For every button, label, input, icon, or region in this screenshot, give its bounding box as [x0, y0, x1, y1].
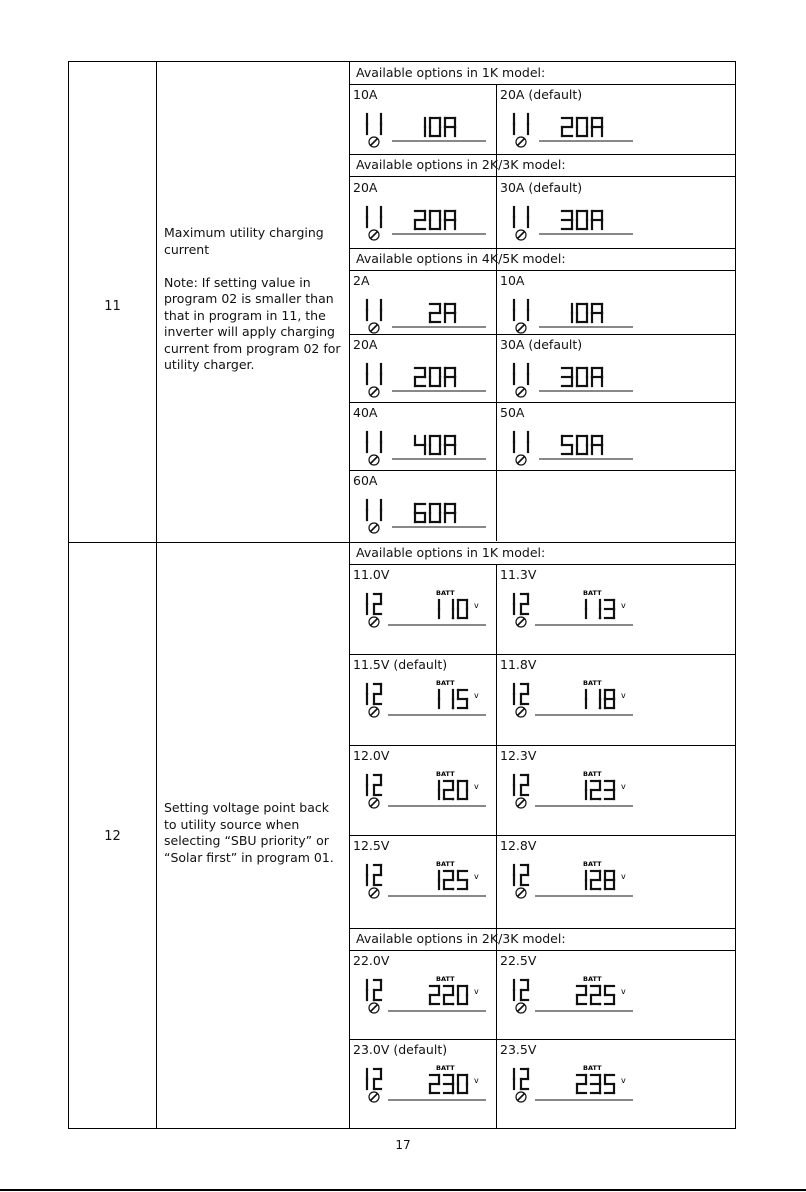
option-cell	[497, 745, 643, 833]
value-digit	[605, 600, 614, 618]
desc-line: to utility source when	[164, 816, 300, 832]
decimal-point	[599, 798, 602, 801]
column-divider	[156, 62, 157, 1128]
option-label: 22.5V	[500, 953, 537, 968]
wrench-icon	[516, 455, 526, 465]
option-cell	[350, 950, 496, 1038]
desc-line: current from program 02 for	[164, 340, 341, 356]
value-digit	[445, 304, 455, 322]
batt-label: BATT	[583, 679, 602, 687]
value-digit	[591, 871, 600, 889]
unit-label: v	[474, 1076, 479, 1085]
value-digit	[415, 211, 425, 229]
option-cell	[497, 654, 643, 742]
options-header: Available options in 2K/3K model:	[356, 931, 566, 946]
value-digit	[562, 368, 572, 386]
option-label: 11.8V	[500, 657, 537, 672]
program-digit	[374, 775, 381, 795]
desc-line: Note: If setting value in	[164, 274, 311, 290]
lcd-display	[497, 859, 643, 919]
page-number: 17	[395, 1138, 411, 1152]
option-cell	[497, 835, 643, 923]
desc-line: “Solar first” in program 01.	[164, 849, 334, 865]
value-digit	[415, 436, 425, 454]
lcd-display	[350, 769, 496, 829]
option-label: 11.3V	[500, 567, 537, 582]
option-label: 20A	[353, 180, 378, 195]
decimal-point	[452, 1003, 455, 1006]
value-digit	[458, 600, 467, 618]
desc-line: current	[164, 241, 210, 257]
lcd-display	[497, 1063, 643, 1123]
unit-label: v	[474, 782, 479, 791]
program-digit	[374, 594, 381, 614]
program-digit	[521, 594, 528, 614]
wrench-icon	[516, 387, 526, 397]
settings-table	[68, 61, 736, 1129]
option-cell	[497, 402, 643, 490]
options-header: Available options in 1K model:	[356, 65, 546, 80]
wrench-icon	[369, 137, 379, 147]
value-digit	[577, 436, 587, 454]
batt-label: BATT	[583, 1064, 602, 1072]
wrench-icon	[369, 387, 379, 397]
wrench-icon	[369, 323, 379, 333]
decimal-point	[599, 707, 602, 710]
options-header: Available options in 1K model:	[356, 545, 546, 560]
lcd-display	[497, 974, 643, 1034]
wrench-icon	[516, 1092, 526, 1102]
option-label: 23.5V	[500, 1042, 537, 1057]
value-digit	[430, 368, 440, 386]
value-digit	[445, 211, 455, 229]
program-digit	[521, 684, 528, 704]
desc-line: Maximum utility charging	[164, 225, 324, 240]
bottom-rule	[0, 1189, 806, 1191]
option-label: 10A	[500, 273, 525, 288]
value-digit	[430, 118, 440, 136]
value-digit	[458, 871, 467, 889]
batt-label: BATT	[436, 679, 455, 687]
batt-label: BATT	[436, 770, 455, 778]
lcd-display	[350, 678, 496, 738]
unit-label: v	[621, 691, 626, 700]
program-digit	[374, 865, 381, 885]
decimal-point	[599, 617, 602, 620]
value-digit	[577, 304, 587, 322]
option-label: 20A	[353, 337, 378, 352]
batt-label: BATT	[436, 860, 455, 868]
program-digit	[521, 775, 528, 795]
program-digit	[521, 980, 528, 1000]
value-digit	[605, 781, 614, 799]
value-digit	[430, 304, 440, 322]
desc-line: that in program in 11, the	[164, 307, 326, 323]
unit-label: v	[621, 1076, 626, 1085]
program-digit	[374, 980, 381, 1000]
option-label: 11.5V (default)	[353, 657, 448, 672]
lcd-display	[497, 678, 643, 738]
value-digit	[562, 436, 572, 454]
decimal-point	[599, 888, 602, 891]
batt-label: BATT	[583, 860, 602, 868]
option-cell	[350, 564, 496, 652]
option-cell	[497, 1039, 643, 1127]
wrench-icon	[369, 455, 379, 465]
options-header: Available options in 2K/3K model:	[356, 157, 566, 172]
option-cell	[350, 1039, 496, 1127]
unit-label: v	[621, 601, 626, 610]
value-digit	[430, 986, 439, 1004]
option-label: 60A	[353, 473, 378, 488]
lcd-display	[497, 426, 643, 486]
value-digit	[415, 504, 425, 522]
wrench-icon	[516, 1003, 526, 1013]
desc-line: utility charger.	[164, 357, 255, 372]
value-digit	[415, 368, 425, 386]
option-cell	[350, 654, 496, 742]
program-description	[164, 225, 344, 374]
value-digit	[577, 118, 587, 136]
option-label: 20A (default)	[500, 87, 583, 102]
value-digit	[592, 211, 602, 229]
wrench-icon	[516, 798, 526, 808]
value-digit	[430, 1075, 439, 1093]
option-label: 2A	[353, 273, 370, 288]
group-divider	[349, 928, 735, 929]
option-label: 30A (default)	[500, 180, 583, 195]
wrench-icon	[516, 617, 526, 627]
wrench-icon	[369, 707, 379, 717]
unit-label: v	[474, 872, 479, 881]
batt-label: BATT	[436, 975, 455, 983]
value-digit	[444, 986, 453, 1004]
decimal-point	[452, 707, 455, 710]
option-label: 12.3V	[500, 748, 537, 763]
value-digit	[458, 1075, 467, 1093]
option-label: 40A	[353, 405, 378, 420]
value-digit	[430, 211, 440, 229]
value-digit	[430, 504, 440, 522]
program-number: 12	[104, 829, 121, 844]
value-digit	[605, 986, 614, 1004]
value-digit	[430, 436, 440, 454]
lcd-display	[350, 588, 496, 648]
decimal-point	[452, 617, 455, 620]
option-label: 50A	[500, 405, 525, 420]
value-digit	[591, 781, 600, 799]
program-description	[164, 800, 344, 866]
options-header: Available options in 4K/5K model:	[356, 251, 566, 266]
program-number: 11	[104, 299, 121, 314]
value-digit	[605, 1075, 614, 1093]
program-digit	[521, 865, 528, 885]
value-digit	[592, 368, 602, 386]
desc-line: inverter will apply charging	[164, 324, 335, 339]
program-digit	[374, 684, 381, 704]
value-digit	[458, 986, 467, 1004]
batt-label: BATT	[583, 589, 602, 597]
option-label: 12.8V	[500, 838, 537, 853]
wrench-icon	[369, 230, 379, 240]
value-digit	[591, 986, 600, 1004]
value-digit	[458, 690, 467, 708]
wrench-icon	[516, 137, 526, 147]
value-digit	[592, 118, 602, 136]
option-label: 22.0V	[353, 953, 390, 968]
wrench-icon	[369, 1003, 379, 1013]
unit-label: v	[621, 987, 626, 996]
lcd-display	[350, 859, 496, 919]
option-label: 23.0V (default)	[353, 1042, 448, 1057]
value-digit	[445, 436, 455, 454]
desc-line: Setting voltage point back	[164, 800, 329, 815]
value-digit	[562, 118, 572, 136]
value-digit	[458, 781, 467, 799]
group-divider	[349, 154, 735, 155]
program-digit	[374, 1069, 381, 1089]
value-digit	[592, 304, 602, 322]
value-digit	[562, 211, 572, 229]
wrench-icon	[516, 707, 526, 717]
batt-label: BATT	[583, 770, 602, 778]
value-digit	[577, 211, 587, 229]
desc-line	[164, 258, 344, 275]
desc-line: program 02 is smaller than	[164, 291, 334, 306]
desc-line: selecting “SBU priority” or	[164, 833, 329, 848]
option-divider	[349, 470, 735, 471]
option-cell	[350, 835, 496, 923]
wrench-icon	[516, 230, 526, 240]
value-digit	[444, 1075, 453, 1093]
value-digit	[577, 1075, 586, 1093]
lcd-display	[497, 769, 643, 829]
value-digit	[592, 436, 602, 454]
value-digit	[445, 504, 455, 522]
value-digit	[445, 368, 455, 386]
decimal-point	[599, 1092, 602, 1095]
value-digit	[605, 871, 614, 889]
option-label: 11.0V	[353, 567, 390, 582]
decimal-point	[452, 1092, 455, 1095]
wrench-icon	[369, 798, 379, 808]
unit-label: v	[474, 601, 479, 610]
unit-label: v	[474, 691, 479, 700]
unit-label: v	[621, 872, 626, 881]
batt-label: BATT	[436, 1064, 455, 1072]
option-cell	[350, 745, 496, 833]
decimal-point	[452, 888, 455, 891]
wrench-icon	[369, 888, 379, 898]
program-digit	[521, 1069, 528, 1089]
wrench-icon	[369, 523, 379, 533]
wrench-icon	[369, 617, 379, 627]
value-digit	[591, 1075, 600, 1093]
option-cell	[497, 564, 643, 652]
decimal-point	[599, 1003, 602, 1006]
wrench-icon	[516, 888, 526, 898]
batt-label: BATT	[436, 589, 455, 597]
value-digit	[577, 368, 587, 386]
group-divider	[349, 248, 735, 249]
wrench-icon	[516, 323, 526, 333]
batt-label: BATT	[583, 975, 602, 983]
value-digit	[445, 118, 455, 136]
decimal-point	[452, 798, 455, 801]
lcd-display	[350, 974, 496, 1034]
lcd-display	[350, 1063, 496, 1123]
value-digit	[577, 986, 586, 1004]
option-label: 12.5V	[353, 838, 390, 853]
value-digit	[444, 871, 453, 889]
unit-label: v	[621, 782, 626, 791]
option-label: 10A	[353, 87, 378, 102]
option-cell	[497, 950, 643, 1038]
wrench-icon	[369, 1092, 379, 1102]
value-digit	[444, 781, 453, 799]
value-digit	[605, 690, 614, 708]
option-label: 30A (default)	[500, 337, 583, 352]
unit-label: v	[474, 987, 479, 996]
lcd-display	[497, 588, 643, 648]
option-label: 12.0V	[353, 748, 390, 763]
